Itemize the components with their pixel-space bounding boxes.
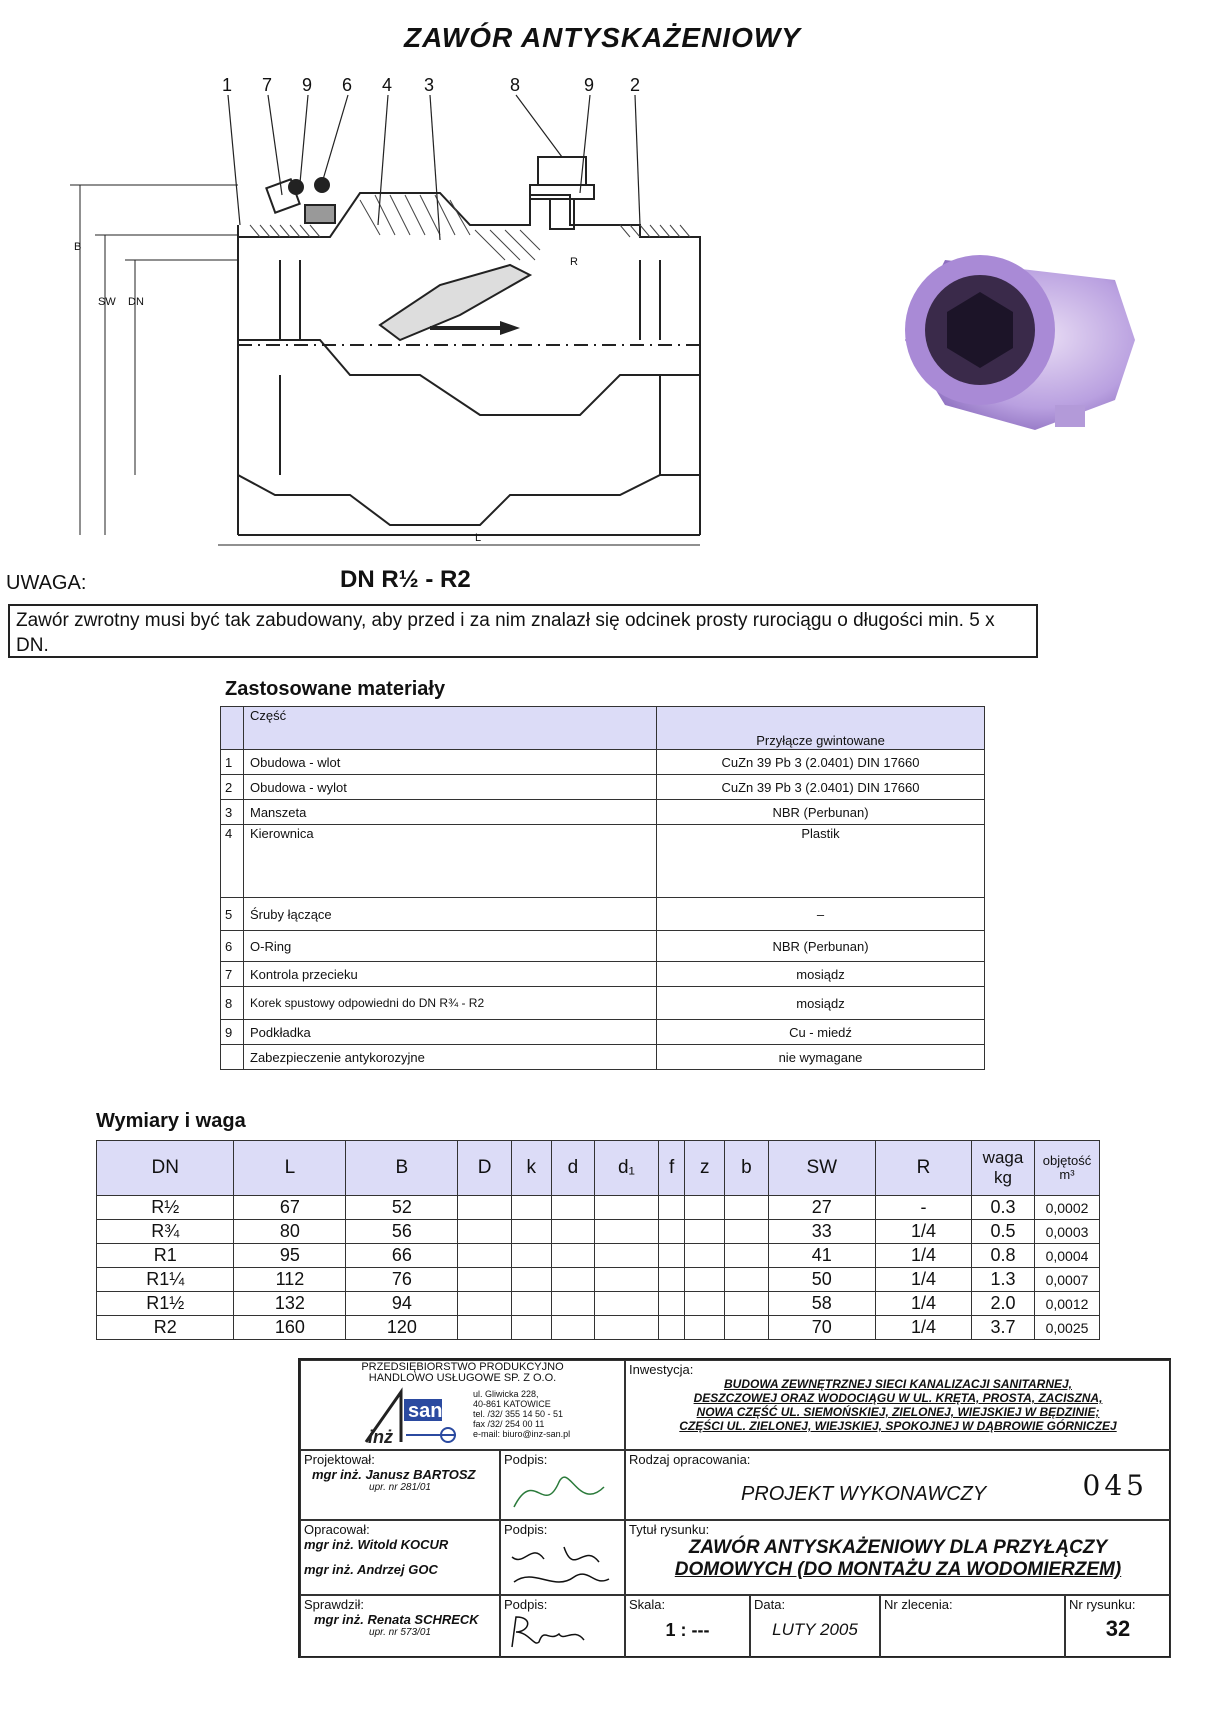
dimension-cell: [725, 1244, 768, 1268]
drawing-title-cell: [625, 1520, 1171, 1595]
callout-9b: 9: [584, 75, 595, 95]
dimension-cell: [511, 1268, 551, 1292]
valve-cross-section-drawing: [60, 75, 840, 555]
checker-signature-icon: [504, 1612, 614, 1652]
col-z: z: [685, 1141, 725, 1196]
dimension-cell: [685, 1220, 725, 1244]
material-row: Zabezpieczenie antykorozyjne nie wymagane: [221, 1045, 985, 1070]
materials-table: [220, 706, 985, 1070]
col-dn: DN: [97, 1141, 234, 1196]
date-value: LUTY 2005: [772, 1620, 858, 1639]
designer-license: upr. nr 281/01: [369, 1482, 431, 1493]
designer-label: Projektował:: [304, 1452, 375, 1467]
materials-heading: Zastosowane materiały: [225, 678, 446, 700]
col-k: k: [511, 1141, 551, 1196]
dimension-cell: [511, 1220, 551, 1244]
document-type-label: Rodzaj opracowania:: [629, 1452, 751, 1467]
dimension-cell: [725, 1196, 768, 1220]
project-number: 045: [1082, 1469, 1148, 1502]
svg-text:inż: inż: [368, 1427, 393, 1447]
col-d-small: d: [551, 1141, 594, 1196]
material-row: 2 Obudowa - wylot CuZn 39 Pb 3 (2.0401) DIN 17660: [221, 775, 985, 800]
dimension-cell: 1/4: [875, 1292, 971, 1316]
dimension-cell: [725, 1220, 768, 1244]
dimension-cell: 0,0025: [1035, 1316, 1100, 1340]
dimension-cell: 66: [346, 1244, 458, 1268]
drawing-title: ZAWÓR ANTYSKAŻENIOWY DLA PRZYŁĄCZY DOMOWYCH (DO MONTAŻU ZA WODOMIERZEM): [674, 1537, 1122, 1580]
dim-label-l: L: [475, 532, 482, 544]
valve-photo: [885, 230, 1145, 440]
material-row: 6 O-Ring NBR (Perbunan): [221, 931, 985, 962]
dimension-row: [97, 1196, 1100, 1220]
dimension-cell: 94: [346, 1292, 458, 1316]
investment-cell: [625, 1360, 1171, 1450]
col-sw: SW: [768, 1141, 875, 1196]
drawing-number-value: 32: [1105, 1616, 1131, 1641]
author-label: Opracował:: [304, 1522, 370, 1537]
dimension-cell: 0,0004: [1035, 1244, 1100, 1268]
scale-value: 1 : ---: [665, 1620, 710, 1640]
material-row: 9 Podkładka Cu - miedź: [221, 1020, 985, 1045]
dimension-cell: R1: [97, 1244, 234, 1268]
dimension-cell: 0,0003: [1035, 1220, 1100, 1244]
company-logo-icon: [356, 1387, 466, 1447]
checker-license: upr. nr 573/01: [369, 1627, 431, 1638]
dimension-cell: [458, 1268, 511, 1292]
dimensions-table: [96, 1140, 1100, 1340]
author-name-2: mgr inż. Andrzej GOC: [304, 1562, 438, 1577]
dimension-cell: [595, 1268, 659, 1292]
dimension-cell: [658, 1292, 684, 1316]
col-volume: objętość m³: [1035, 1141, 1100, 1196]
dimension-cell: [685, 1244, 725, 1268]
material-row: 3 Manszeta NBR (Perbunan): [221, 800, 985, 825]
dimension-cell: [725, 1292, 768, 1316]
dimension-cell: [511, 1244, 551, 1268]
date-label: Data:: [754, 1597, 786, 1612]
material-row: 5 Śruby łączące –: [221, 898, 985, 931]
callout-3: 3: [424, 75, 435, 95]
callout-7: 7: [262, 75, 273, 95]
signature-label-1: Podpis:: [504, 1452, 548, 1467]
dim-label-r: R: [570, 256, 578, 268]
svg-text:san: san: [408, 1400, 443, 1422]
dimension-cell: [458, 1316, 511, 1340]
dimension-cell: [658, 1220, 684, 1244]
dimension-row: [97, 1220, 1100, 1244]
dimension-cell: [725, 1268, 768, 1292]
col-l: L: [234, 1141, 346, 1196]
dimension-cell: [595, 1196, 659, 1220]
dimension-cell: R½: [97, 1196, 234, 1220]
dimension-cell: 50: [768, 1268, 875, 1292]
company-name-1: PRZEDSIĘBIORSTWO PRODUKCYJNO: [361, 1361, 564, 1373]
dimension-cell: R¾: [97, 1220, 234, 1244]
dimension-cell: 1.3: [972, 1268, 1035, 1292]
investment-text: BUDOWA ZEWNĘTRZNEJ SIECI KANALIZACJI SANITARNEJ, DESZCZOWEJ ORAZ WODOCIĄGU W UL. KRĘTA, PROSTA, ZACISZNA, NOWA CZĘŚĆ UL. SIEMOŃSKIEJ, ZIELONEJ, WIEJSKIEJ W BĘDZINIE; CZĘŚCI UL. ZIELONEJ, WIEJSKIEJ, SPOKOJNEJ W DĄBROWIE GÓRNICZEJ: [679, 1377, 1117, 1433]
dim-label-dn: DN: [128, 296, 144, 308]
drawing-title-label: Tytuł rysunku:: [629, 1522, 710, 1537]
dimension-cell: 67: [234, 1196, 346, 1220]
dimension-cell: 0.8: [972, 1244, 1035, 1268]
investment-label: Inwestycja:: [629, 1362, 694, 1377]
dimension-cell: [658, 1268, 684, 1292]
col-b: B: [346, 1141, 458, 1196]
material-row: 4 Kierownica Plastik: [221, 825, 985, 898]
designer-signature-icon: [504, 1467, 614, 1517]
dimension-row: [97, 1292, 1100, 1316]
dimension-cell: [551, 1196, 594, 1220]
dimension-cell: [511, 1316, 551, 1340]
dimension-cell: 27: [768, 1196, 875, 1220]
dimension-cell: 0,0012: [1035, 1292, 1100, 1316]
col-part: Część: [244, 707, 657, 750]
designer-cell: [300, 1450, 500, 1520]
title-block: [298, 1358, 1171, 1658]
date-cell: [750, 1595, 880, 1658]
dimension-cell: 0.3: [972, 1196, 1035, 1220]
company-address: ul. Gliwicka 228, 40-861 KATOWICE tel. /32/ 355 14 50 - 51 fax /32/ 254 00 11 e-mail: biuro@inz-san.pl: [473, 1389, 571, 1439]
dimension-cell: R2: [97, 1316, 234, 1340]
drawing-number-cell: [1065, 1595, 1171, 1658]
designer-name: mgr inż. Janusz BARTOSZ: [312, 1467, 476, 1482]
dimension-cell: [685, 1268, 725, 1292]
dimension-cell: 160: [234, 1316, 346, 1340]
checker-name: mgr inż. Renata SCHRECK: [314, 1612, 479, 1627]
checker-signature-cell: [500, 1595, 625, 1658]
dimension-cell: 95: [234, 1244, 346, 1268]
dimension-cell: 3.7: [972, 1316, 1035, 1340]
author-name-1: mgr inż. Witold KOCUR: [304, 1537, 449, 1552]
material-row: 7 Kontrola przecieku mosiądz: [221, 962, 985, 987]
dimension-cell: [458, 1196, 511, 1220]
dimension-cell: 112: [234, 1268, 346, 1292]
dimension-cell: [685, 1316, 725, 1340]
dimension-cell: [685, 1292, 725, 1316]
dimension-cell: 56: [346, 1220, 458, 1244]
company-cell: [300, 1360, 625, 1450]
callout-4: 4: [382, 75, 393, 95]
document-type-cell: [625, 1450, 1171, 1520]
dimension-row: [97, 1316, 1100, 1340]
dimensions-heading: Wymiary i waga: [96, 1110, 246, 1132]
dimension-cell: [725, 1316, 768, 1340]
col-b-small: b: [725, 1141, 768, 1196]
dimension-cell: R1¼: [97, 1268, 234, 1292]
dimension-cell: 132: [234, 1292, 346, 1316]
dn-range-heading: DN R½ - R2: [340, 566, 471, 593]
col-d1: d₁: [595, 1141, 659, 1196]
dimension-cell: [458, 1244, 511, 1268]
callout-2: 2: [630, 75, 641, 95]
dimension-cell: 1/4: [875, 1244, 971, 1268]
dimension-cell: [458, 1220, 511, 1244]
callout-1: 1: [222, 75, 233, 95]
dimension-cell: 0.5: [972, 1220, 1035, 1244]
dim-label-b: B: [74, 241, 82, 253]
drawing-number-label: Nr rysunku:: [1069, 1597, 1136, 1612]
order-number-cell: [880, 1595, 1065, 1658]
dimension-cell: [511, 1196, 551, 1220]
dimension-cell: [551, 1316, 594, 1340]
dimension-cell: [551, 1220, 594, 1244]
dimension-row: [97, 1244, 1100, 1268]
dimension-cell: 1/4: [875, 1220, 971, 1244]
author-signature-icon: [504, 1537, 614, 1592]
callout-6: 6: [342, 75, 353, 95]
col-f: f: [658, 1141, 684, 1196]
material-row: 8 Korek spustowy odpowiedni do DN R¾ - R2 mosiądz: [221, 987, 985, 1020]
dimension-cell: R1½: [97, 1292, 234, 1316]
dimension-cell: 0,0002: [1035, 1196, 1100, 1220]
author-cell: [300, 1520, 500, 1595]
dimension-cell: 0,0007: [1035, 1268, 1100, 1292]
dimension-cell: [658, 1244, 684, 1268]
installation-note: Zawór zwrotny musi być tak zabudowany, aby przed i za nim znalazł się odcinek prosty rurociągu o długości min. 5 x DN.: [8, 604, 1038, 658]
checker-cell: [300, 1595, 500, 1658]
dimension-cell: 58: [768, 1292, 875, 1316]
dimension-cell: 80: [234, 1220, 346, 1244]
col-weight: waga kg: [972, 1141, 1035, 1196]
note-label: UWAGA:: [6, 572, 87, 594]
dimension-cell: 120: [346, 1316, 458, 1340]
dimension-cell: 33: [768, 1220, 875, 1244]
dimension-cell: 2.0: [972, 1292, 1035, 1316]
col-material: Przyłącze gwintowane: [657, 707, 985, 750]
dimension-cell: [551, 1292, 594, 1316]
dimension-cell: [658, 1316, 684, 1340]
order-number-label: Nr zlecenia:: [884, 1597, 953, 1612]
dimension-cell: [595, 1244, 659, 1268]
dimension-cell: 1/4: [875, 1268, 971, 1292]
dimension-cell: [551, 1244, 594, 1268]
dim-label-sw: SW: [98, 296, 116, 308]
dimension-cell: 76: [346, 1268, 458, 1292]
signature-label-3: Podpis:: [504, 1597, 548, 1612]
dimension-cell: [511, 1292, 551, 1316]
dimension-row: [97, 1268, 1100, 1292]
col-d: D: [458, 1141, 511, 1196]
scale-label: Skala:: [629, 1597, 666, 1612]
dimension-cell: [551, 1268, 594, 1292]
scale-cell: [625, 1595, 750, 1658]
designer-signature-cell: [500, 1450, 625, 1520]
dimension-cell: [685, 1196, 725, 1220]
author-signature-cell: [500, 1520, 625, 1595]
dimension-cell: [595, 1316, 659, 1340]
document-title: ZAWÓR ANTYSKAŻENIOWY: [404, 22, 801, 53]
callout-8: 8: [510, 75, 521, 95]
dimension-cell: 70: [768, 1316, 875, 1340]
col-r: R: [875, 1141, 971, 1196]
checker-label: Sprawdził:: [304, 1597, 364, 1612]
dimension-cell: 52: [346, 1196, 458, 1220]
document-type-value: PROJEKT WYKONAWCZY: [741, 1483, 987, 1505]
company-name-2: HANDLOWO USŁUGOWE SP. Z O.O.: [368, 1372, 557, 1384]
signature-label-2: Podpis:: [504, 1522, 548, 1537]
material-row: 1 Obudowa - wlot CuZn 39 Pb 3 (2.0401) DIN 17660: [221, 750, 985, 775]
dimension-cell: -: [875, 1196, 971, 1220]
dimension-cell: [658, 1196, 684, 1220]
callout-9a: 9: [302, 75, 313, 95]
dimension-cell: [595, 1220, 659, 1244]
dimension-cell: [595, 1292, 659, 1316]
dimension-cell: 41: [768, 1244, 875, 1268]
dimension-cell: 1/4: [875, 1316, 971, 1340]
dimension-cell: [458, 1292, 511, 1316]
